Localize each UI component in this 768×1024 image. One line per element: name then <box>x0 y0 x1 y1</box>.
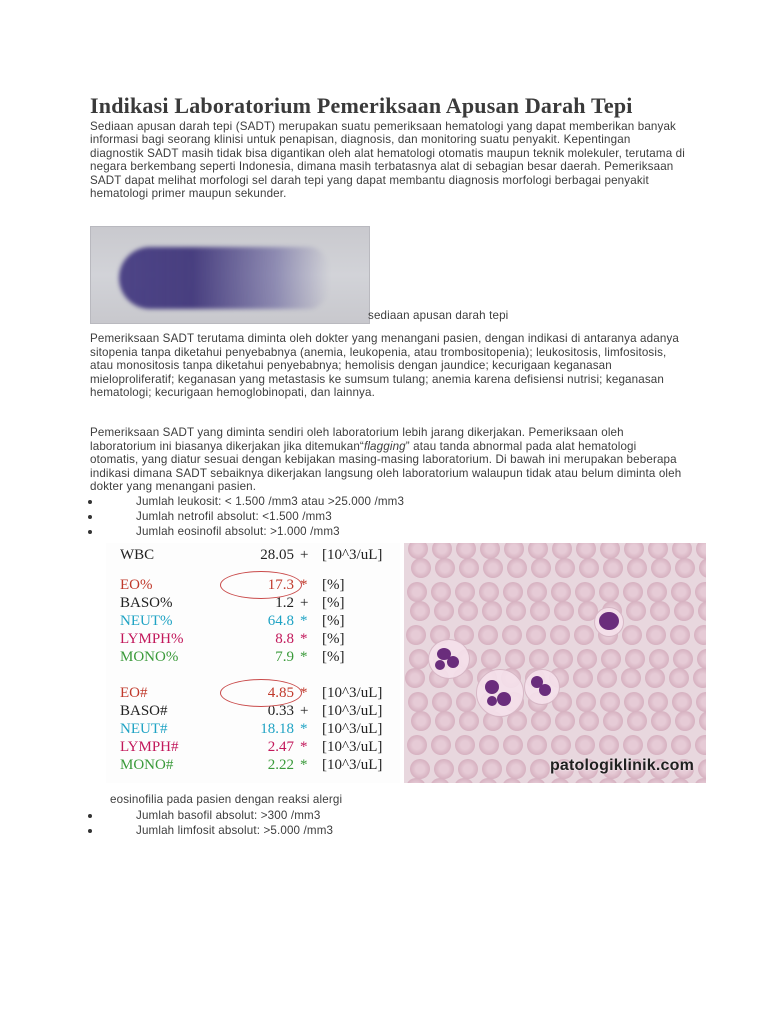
lab-value: 8.8 <box>275 630 294 647</box>
list-item <box>90 494 686 509</box>
lab-flag: * <box>300 612 308 629</box>
lab-value: 7.9 <box>275 648 294 665</box>
red-blood-cell <box>407 735 427 755</box>
list-item <box>90 808 686 823</box>
lab-flag: * <box>300 720 308 737</box>
red-blood-cell <box>694 625 706 645</box>
red-blood-cell <box>626 601 646 621</box>
red-blood-cell <box>531 558 551 578</box>
lab-name: NEUT% <box>120 612 173 629</box>
red-blood-cell <box>673 649 693 669</box>
red-blood-cell <box>577 649 597 669</box>
red-blood-cell <box>621 668 641 688</box>
list-item-text: Jumlah basofil absolut: >300 /mm3 <box>136 808 321 822</box>
lab-unit: [10^3/uL] <box>322 702 383 719</box>
red-blood-cell <box>648 543 668 559</box>
red-blood-cell <box>647 582 667 602</box>
red-blood-cell <box>599 735 619 755</box>
lab-value: 4.85 <box>267 684 294 701</box>
slide-caption: sediaan apusan darah tepi <box>368 309 509 323</box>
red-blood-cell <box>435 558 455 578</box>
smear-stain <box>119 247 329 309</box>
red-blood-cell <box>603 558 623 578</box>
red-blood-cell <box>696 692 706 712</box>
intro-paragraph: Sediaan apusan darah tepi (SADT) merupakan suatu pemeriksaan hematologi yang dapat memberikan banyak informasi bagi seorang klinisi untuk penapisan, diagnosis, dan monitoring suatu penyakit. Kepentingan diagnostik SADT masih tidak bisa digantikan oleh alat hematologi otomatis maupun teknik molekuler, terutama di negara berkembang seperti Indonesia, dimana masih terbatasnya alat di sebagian besar daerah. Pemeriksaan SADT dapat melihat morfologi sel darah tepi yang dapat membantu diagnosis morfologi berbagai penyakit hematologi primer maupun sekunder. <box>90 120 685 201</box>
lab-unit: [10^3/uL] <box>322 720 383 737</box>
red-blood-cell <box>674 601 694 621</box>
red-blood-cell <box>458 601 478 621</box>
red-blood-cell <box>622 625 642 645</box>
red-blood-cell <box>600 543 620 559</box>
red-blood-cell <box>456 692 476 712</box>
red-blood-cell <box>599 582 619 602</box>
red-blood-cell <box>408 543 428 559</box>
red-blood-cell <box>506 759 526 779</box>
indication-paragraph: Pemeriksaan SADT terutama diminta oleh dokter yang menangani pasien, dengan indikasi di antaranya adanya sitopenia tanpa diketahui penyebabnya (anemia, leukopenia, atau trombositopenia); leukositosis, limfositosis, atau monositosis tanpa diketahui penyebabnya; hemolisis dengan jaundice; kecurigaan keganasan mieloproliferatif; keganasan yang metastasis ke sumsum tulang; anemia karena defisiensi nutrisi; keganasan hematologi; kecurigaan hemoglobinopati, dan lainnya. <box>90 332 679 400</box>
red-blood-cell <box>503 582 523 602</box>
lab-indication-paragraph <box>90 426 686 493</box>
red-blood-cell <box>458 759 478 779</box>
lab-flag: * <box>300 648 308 665</box>
list-item <box>90 509 686 524</box>
lab-name: MONO% <box>120 648 179 665</box>
white-blood-cell <box>594 607 624 637</box>
red-blood-cell <box>649 649 669 669</box>
red-blood-cell <box>505 649 525 669</box>
red-blood-cell <box>459 711 479 731</box>
lab-flag: * <box>300 738 308 755</box>
red-blood-cell <box>481 649 501 669</box>
lab-value: 18.18 <box>260 720 294 737</box>
lab-paragraph-text-1: Pemeriksaan SADT yang diminta sendiri oleh laboratorium lebih jarang dikerjakan. Pemeriksaan oleh laboratorium ini biasanya dikerjakan jika ditemukan“ <box>90 426 624 453</box>
red-blood-cell <box>650 601 670 621</box>
bullet-icon <box>88 515 92 519</box>
red-blood-cell <box>555 711 575 731</box>
red-blood-cell <box>530 601 550 621</box>
red-blood-cell <box>575 735 595 755</box>
red-blood-cell <box>675 711 695 731</box>
highlight-circle <box>220 679 302 707</box>
red-blood-cell <box>551 735 571 755</box>
red-blood-cell <box>576 543 596 559</box>
article <box>90 92 694 839</box>
red-blood-cell <box>646 625 666 645</box>
red-blood-cell <box>696 543 706 559</box>
red-blood-cell <box>407 582 427 602</box>
lab-name: LYMPH% <box>120 630 184 647</box>
red-blood-cell <box>699 711 706 731</box>
lab-unit: [%] <box>322 630 345 647</box>
red-blood-cell <box>601 649 621 669</box>
list-item-text: Jumlah eosinofil absolut: >1.000 /mm3 <box>136 525 340 539</box>
red-blood-cell <box>406 625 426 645</box>
red-blood-cell <box>483 558 503 578</box>
red-blood-cell <box>575 582 595 602</box>
red-blood-cell <box>405 668 425 688</box>
criteria-list-1 <box>90 494 686 540</box>
lab-value: 0.33 <box>267 702 294 719</box>
red-blood-cell <box>529 649 549 669</box>
red-blood-cell <box>693 668 706 688</box>
red-blood-cell <box>455 582 475 602</box>
red-blood-cell <box>576 692 596 712</box>
cell-nucleus <box>435 660 445 670</box>
red-blood-cell <box>647 735 667 755</box>
red-blood-cell <box>597 668 617 688</box>
red-blood-cell <box>651 711 671 731</box>
watermark: patologiklinik.com <box>549 756 694 774</box>
red-blood-cell <box>502 625 522 645</box>
lab-unit: [10^3/uL] <box>322 546 383 563</box>
bullet-icon <box>88 530 92 534</box>
red-blood-cell <box>623 735 643 755</box>
red-blood-cell <box>698 601 706 621</box>
red-blood-cell <box>669 668 689 688</box>
red-blood-cell <box>671 582 691 602</box>
red-blood-cell <box>695 582 706 602</box>
lab-flag: * <box>300 630 308 647</box>
red-blood-cell <box>479 582 499 602</box>
red-blood-cell <box>504 543 524 559</box>
flagging-term: flagging <box>363 439 406 453</box>
lab-name: LYMPH# <box>120 738 179 755</box>
red-blood-cell <box>624 543 644 559</box>
red-blood-cell <box>627 558 647 578</box>
red-blood-cell <box>459 558 479 578</box>
lab-flag: * <box>300 684 308 701</box>
list-item <box>90 823 686 838</box>
red-blood-cell <box>507 558 527 578</box>
eosinophilia-figure <box>106 543 706 783</box>
red-blood-cell <box>528 543 548 559</box>
lab-unit: [%] <box>322 648 345 665</box>
lab-value: 28.05 <box>260 546 294 563</box>
cell-nucleus <box>539 684 551 696</box>
list-item-text: Jumlah limfosit absolut: >5.000 /mm3 <box>136 824 334 838</box>
red-blood-cell <box>456 543 476 559</box>
red-blood-cell <box>627 711 647 731</box>
cell-nucleus <box>485 680 499 694</box>
cell-nucleus <box>599 612 619 630</box>
red-blood-cell <box>435 711 455 731</box>
red-blood-cell <box>554 601 574 621</box>
lab-name: WBC <box>120 546 155 563</box>
red-blood-cell <box>434 759 454 779</box>
highlight-circle <box>220 571 302 599</box>
red-blood-cell <box>555 558 575 578</box>
list-item-text: Jumlah leukosit: < 1.500 /mm3 atau >25.000 /mm3 <box>136 494 405 508</box>
red-blood-cell <box>670 625 690 645</box>
red-blood-cell <box>624 692 644 712</box>
red-blood-cell <box>527 582 547 602</box>
lab-name: EO# <box>120 684 148 701</box>
microscopy-image <box>404 543 706 783</box>
red-blood-cell <box>697 649 706 669</box>
cell-nucleus <box>497 692 511 706</box>
lab-flag: + <box>300 594 309 611</box>
lab-name: NEUT# <box>120 720 168 737</box>
lab-unit: [10^3/uL] <box>322 684 383 701</box>
red-blood-cell <box>573 668 593 688</box>
lab-value: 64.8 <box>267 612 294 629</box>
lab-value: 17.3 <box>267 576 294 593</box>
lab-name: MONO# <box>120 756 174 773</box>
red-blood-cell <box>530 759 550 779</box>
lab-flag: * <box>300 756 308 773</box>
white-blood-cell <box>428 639 470 679</box>
bullet-icon <box>88 829 92 833</box>
red-blood-cell <box>408 692 428 712</box>
red-blood-cell <box>579 558 599 578</box>
red-blood-cell <box>431 582 451 602</box>
lab-flag: * <box>300 576 308 593</box>
red-blood-cell <box>455 735 475 755</box>
red-blood-cell <box>675 558 695 578</box>
lab-name: EO% <box>120 576 153 593</box>
page-title: Indikasi Laboratorium Pemeriksaan Apusan Darah Tepi <box>90 93 633 118</box>
cell-nucleus <box>487 696 497 706</box>
lab-value: 1.2 <box>275 594 294 611</box>
red-blood-cell <box>603 711 623 731</box>
red-blood-cell <box>410 601 430 621</box>
red-blood-cell <box>671 735 691 755</box>
red-blood-cell <box>526 625 546 645</box>
red-blood-cell <box>434 601 454 621</box>
red-blood-cell <box>432 692 452 712</box>
lab-flag: + <box>300 546 309 563</box>
red-blood-cell <box>550 625 570 645</box>
red-blood-cell <box>574 625 594 645</box>
slide-figure <box>90 226 686 332</box>
red-blood-cell <box>698 759 706 779</box>
lab-results-table <box>106 543 400 783</box>
lab-value: 2.22 <box>267 756 294 773</box>
red-blood-cell <box>410 759 430 779</box>
lab-name: BASO# <box>120 702 168 719</box>
red-blood-cell <box>672 543 692 559</box>
red-blood-cell <box>527 735 547 755</box>
red-blood-cell <box>411 558 431 578</box>
figure-caption: eosinofilia pada pasien dengan reaksi alergi <box>110 792 343 806</box>
lab-unit: [10^3/uL] <box>322 756 383 773</box>
red-blood-cell <box>645 668 665 688</box>
lab-unit: [%] <box>322 612 345 629</box>
list-item-text: Jumlah netrofil absolut: <1.500 /mm3 <box>136 509 332 523</box>
red-blood-cell <box>625 649 645 669</box>
white-blood-cell <box>524 669 560 705</box>
red-blood-cell <box>651 558 671 578</box>
red-blood-cell <box>409 649 429 669</box>
red-blood-cell <box>480 543 500 559</box>
red-blood-cell <box>506 601 526 621</box>
red-blood-cell <box>648 692 668 712</box>
red-blood-cell <box>432 543 452 559</box>
red-blood-cell <box>479 735 499 755</box>
red-blood-cell <box>503 735 523 755</box>
red-blood-cell <box>600 692 620 712</box>
cell-nucleus <box>447 656 459 668</box>
red-blood-cell <box>478 625 498 645</box>
red-blood-cell <box>553 649 573 669</box>
red-blood-cell <box>672 692 692 712</box>
red-blood-cell <box>531 711 551 731</box>
blood-smear-slide-image <box>90 226 370 324</box>
red-blood-cell <box>699 558 706 578</box>
lab-paragraph-text-2: ” atau tanda abnormal pada alat hematologi otomatis, yang diatur sesuai dengan kebijakan masing-masing laboratorium. Di bawah ini merupakan beberapa indikasi dimana SADT sebaiknya dikerjakan langsung oleh laboratorium walaupun tidak atau belum diminta oleh dokter yang menangani pasien. <box>90 439 682 494</box>
lab-unit: [10^3/uL] <box>322 738 383 755</box>
bullet-icon <box>88 814 92 818</box>
red-blood-cell <box>623 582 643 602</box>
red-blood-cell <box>579 711 599 731</box>
lab-flag: + <box>300 702 309 719</box>
red-blood-cell <box>551 582 571 602</box>
red-blood-cell <box>695 735 706 755</box>
red-blood-cell <box>411 711 431 731</box>
red-blood-cell <box>552 543 572 559</box>
white-blood-cell <box>476 669 524 717</box>
lab-name: BASO% <box>120 594 173 611</box>
lab-unit: [%] <box>322 594 345 611</box>
red-blood-cell <box>431 735 451 755</box>
red-blood-cell <box>482 759 502 779</box>
criteria-list-2 <box>90 808 686 839</box>
lab-unit: [%] <box>322 576 345 593</box>
red-blood-cell <box>482 601 502 621</box>
lab-value: 2.47 <box>267 738 294 755</box>
list-item <box>90 524 686 539</box>
bullet-icon <box>88 500 92 504</box>
